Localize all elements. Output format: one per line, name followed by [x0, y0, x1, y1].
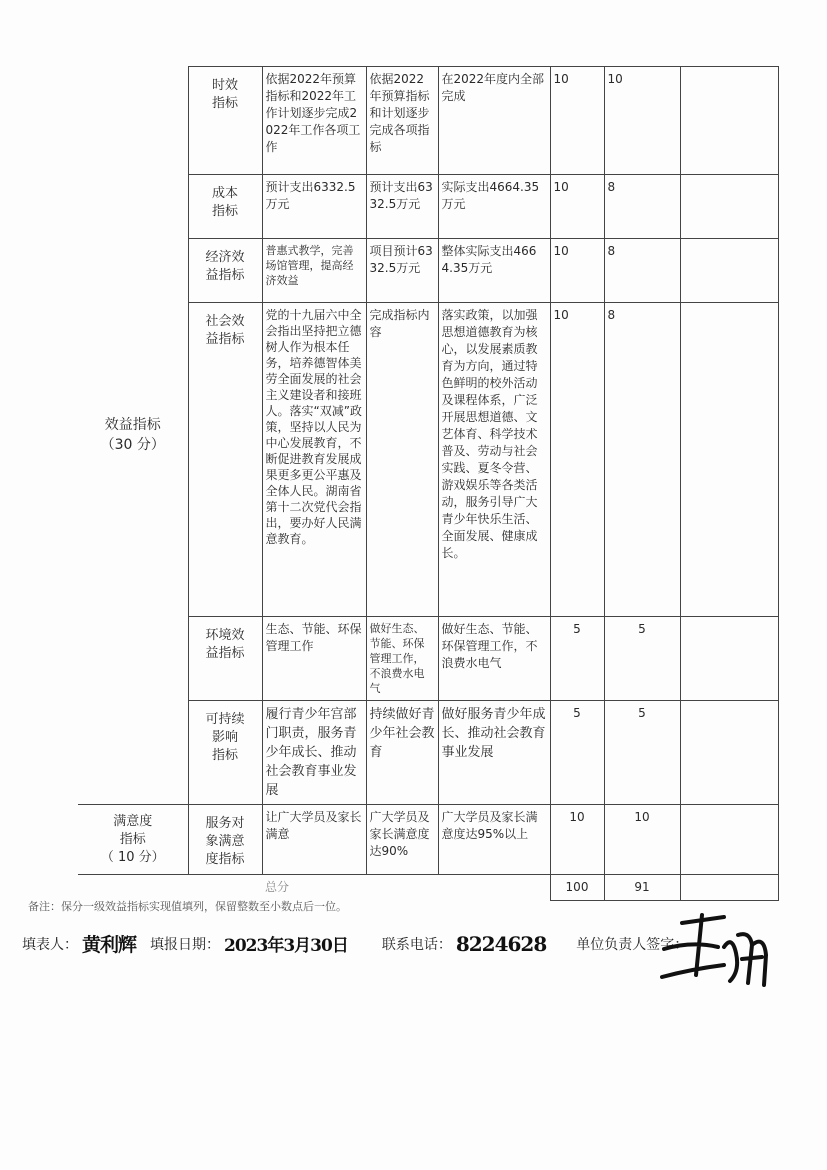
category-effect — [78, 67, 188, 805]
annual-cell: 项目预计6332.5万元 — [366, 239, 438, 303]
target-cell: 依据2022年预算指标和2022年工作计划逐步完成2022年工作各项工作 — [262, 67, 366, 175]
filler-row — [22, 930, 692, 957]
score-cell: 10 — [604, 805, 680, 875]
target-cell: 履行青少年宫部门职责，服务青少年成长、推动社会教育事业发展 — [262, 701, 366, 805]
table-row — [78, 67, 778, 175]
annual-cell: 广大学员及家长满意度达90% — [366, 805, 438, 875]
total-score: 91 — [604, 875, 680, 901]
sub-label: 经济效 益指标 — [205, 250, 245, 283]
annual-cell: 预计支出6332.5万元 — [366, 175, 438, 239]
empty-cell — [366, 875, 438, 901]
weight-cell: 10 — [550, 239, 604, 303]
filler-name: 黄利辉 — [82, 934, 137, 956]
category-effect-label: 效益指标 （30 分） — [100, 417, 165, 454]
annual-cell: 做好生态、节能、环保管理工作，不浪费水电气 — [366, 617, 438, 701]
target-cell: 让广大学员及家长满意 — [262, 805, 366, 875]
score-cell: 10 — [604, 67, 680, 175]
empty-cell — [78, 875, 188, 901]
score-cell: 5 — [604, 701, 680, 805]
footer-note: 备注：保分一级效益指标实现值填列，保留整数至小数点后一位。 — [28, 900, 347, 913]
weight-cell: 10 — [550, 175, 604, 239]
sub-indicator — [188, 67, 262, 175]
category-satisfaction-label: 满意度 指标 （ 10 分） — [100, 813, 165, 865]
annual-cell: 完成指标内容 — [366, 303, 438, 617]
table-row — [78, 805, 778, 875]
target-cell: 党的十九届六中全会指出坚持把立德树人作为根本任务，培养德智体美劳全面发展的社会主义建设者和接班人。落实“双减”政策，坚持以人民为中心发展教育，不断促进教育发展成果更多更公平惠及全体人民。湖南省第十二次党代会指出，要办好人民满意教育。 — [262, 303, 366, 617]
score-cell: 8 — [604, 303, 680, 617]
note-cell — [680, 875, 778, 901]
leader-label: 单位负责人签字： — [576, 936, 689, 953]
empty-cell — [188, 875, 262, 901]
sub-indicator — [188, 701, 262, 805]
handwritten-signature — [652, 905, 782, 995]
empty-cell — [438, 875, 550, 901]
score-cell: 8 — [604, 239, 680, 303]
note-cell — [680, 239, 778, 303]
performance-table — [78, 66, 779, 901]
actual-cell: 做好服务青少年成长、推动社会教育事业发展 — [438, 701, 550, 805]
score-cell: 8 — [604, 175, 680, 239]
weight-cell: 10 — [550, 67, 604, 175]
category-satisfaction — [78, 805, 188, 875]
actual-cell: 整体实际支出4664.35万元 — [438, 239, 550, 303]
actual-cell: 广大学员及家长满意度达95%以上 — [438, 805, 550, 875]
sub-label: 成本 指标 — [211, 186, 238, 219]
sub-label: 可持续 影响 指标 — [205, 712, 245, 763]
note-cell — [680, 67, 778, 175]
target-cell: 普惠式教学，完善场馆管理，提高经济效益 — [262, 239, 366, 303]
annual-cell: 持续做好青少年社会教育 — [366, 701, 438, 805]
date-label: 填报日期： — [150, 936, 221, 953]
date-value: 2023年3月30日 — [224, 936, 348, 956]
sub-indicator — [188, 805, 262, 875]
total-row — [78, 875, 778, 901]
filler-label: 填表人： — [22, 936, 78, 953]
total-weight: 100 — [550, 875, 604, 901]
phone-label: 联系电话： — [381, 936, 452, 953]
actual-cell: 做好生态、节能、环保管理工作，不浪费水电气 — [438, 617, 550, 701]
annual-cell: 依据2022年预算指标和计划逐步完成各项指标 — [366, 67, 438, 175]
total-label: 总分 — [265, 880, 290, 894]
weight-cell: 5 — [550, 701, 604, 805]
note-cell — [680, 805, 778, 875]
sub-indicator — [188, 239, 262, 303]
actual-cell: 实际支出4664.35万元 — [438, 175, 550, 239]
note-cell — [680, 303, 778, 617]
note-cell — [680, 701, 778, 805]
actual-cell: 在2022年度内全部完成 — [438, 67, 550, 175]
target-cell: 生态、节能、环保管理工作 — [262, 617, 366, 701]
sub-label: 服务对 象满意 度指标 — [205, 816, 245, 867]
target-cell: 预计支出6332.5万元 — [262, 175, 366, 239]
weight-cell: 10 — [550, 303, 604, 617]
sub-label: 社会效 益指标 — [205, 314, 245, 347]
sub-indicator — [188, 175, 262, 239]
weight-cell: 5 — [550, 617, 604, 701]
sub-indicator — [188, 303, 262, 617]
weight-cell: 10 — [550, 805, 604, 875]
sub-indicator — [188, 617, 262, 701]
sub-label: 环境效 益指标 — [205, 628, 245, 661]
actual-cell: 落实政策，以加强思想道德教育为核心，以发展素质教育为方向，通过特色鲜明的校外活动及课程体系，广泛开展思想道德、文艺体育、科学技术普及、劳动与社会实践、夏冬令营、游戏娱乐等各类活动，服务引导广大青少年快乐生活、全面发展、健康成长。 — [438, 303, 550, 617]
phone-value: 8224628 — [455, 931, 547, 956]
score-cell: 5 — [604, 617, 680, 701]
note-cell — [680, 175, 778, 239]
sub-label: 时效 指标 — [211, 78, 238, 111]
note-cell — [680, 617, 778, 701]
